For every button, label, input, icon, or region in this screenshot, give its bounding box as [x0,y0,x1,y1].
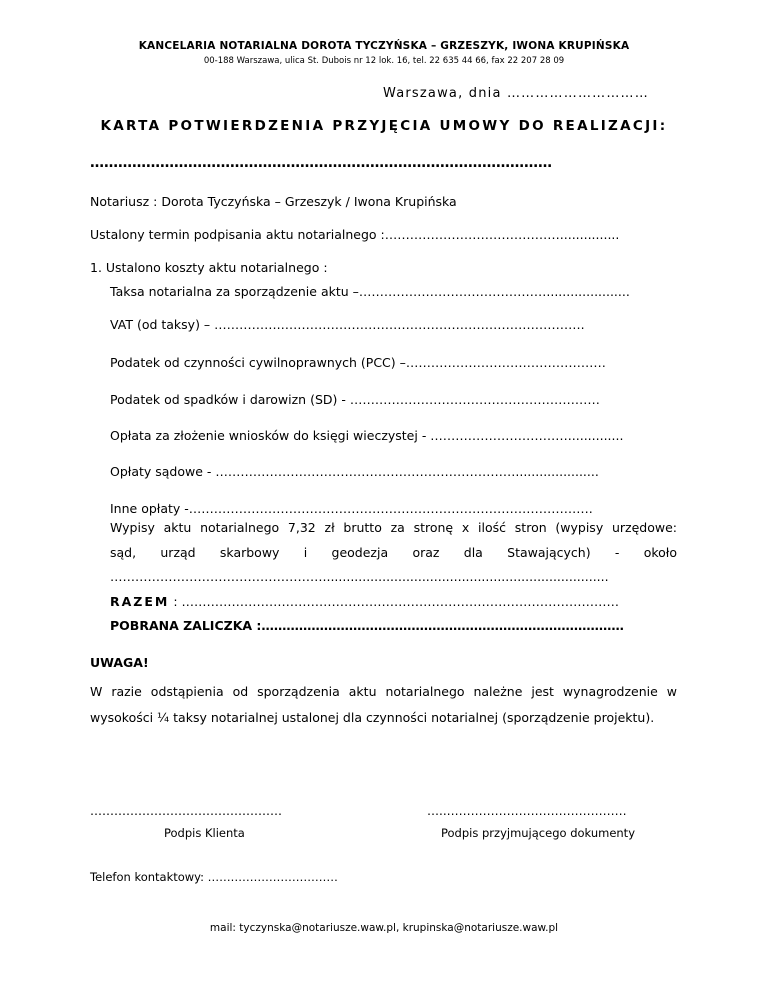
client-signature-line: ………………………………………… [90,804,282,818]
receiver-signature-line: …..……………………………………… [427,804,627,818]
costs-heading: 1. Ustalono koszty aktu notarialnego : [90,260,328,275]
zaliczka-line: POBRANA ZALICZKA :…………………………………………………………………………… [110,618,624,633]
razem-label: RAZEM [110,594,170,609]
title-fill-line: ……………………………………………………………………………………… [90,155,552,171]
receiver-signature-label: Podpis przyjmującego dokumenty [441,826,636,840]
wypisy-line-3: ……………………………………………........................................................................ [110,569,609,584]
wypisy-line-2: sąd, urząd skarbowy i geodezja oraz dla Stawających) - około [110,545,677,560]
cost-item-pcc: Podatek od czynności cywilnoprawnych (PCC) –………………………………………… [110,355,606,370]
razem-value: : …………………………………………………………………………………………… [169,594,620,609]
footer-emails: mail: tyczynska@notariusze.waw.pl, krupinska@notariusze.waw.pl [209,922,559,934]
cost-item-vat: VAT (od taksy) – …………….………………………………………………………………. [110,317,585,332]
wypisy-line-1: Wypisy aktu notarialnego 7,32 zł brutto za stronę x ilość stron (wypisy urzędowe: [110,520,677,535]
client-signature-label: Podpis Klienta [164,826,245,840]
office-address: 00-188 Warszawa, ulica St. Dubois nr 12 lok. 16, tel. 22 635 44 66, fax 22 207 28 09 [203,56,565,66]
uwaga-heading: UWAGA! [90,655,149,670]
notary-line: Notariusz : Dorota Tyczyńska – Grzeszyk / Iwona Krupińska [90,194,457,209]
cost-item-taksa: Taksa notarialna za sporządzenie aktu –………………………………………..................... [110,284,630,299]
office-name: KANCELARIA NOTARIALNA DOROTA TYCZYŃSKA – GRZESZYK, IWONA KRUPIŃSKA [138,40,630,52]
cost-item-sd: Podatek od spadków i darowizn (SD) - …………………………………………………… [110,392,600,407]
uwaga-text: W razie odstąpienia od sporządzenia aktu notarialnego należne jest wynagrodzenie w wysokości ¼ taksy notarialnej ustalonej dla czynności notarialnej (sporządzenie projektu). [90,684,677,725]
cost-item-sadowe: Opłaty sądowe - ………………………………………………………………..................... [110,464,599,479]
signing-term-line: Ustalony termin podpisania aktu notarialnego :……………………………………............... [90,227,620,242]
cost-item-ksiega: Opłata za złożenie wniosków do księgi wieczystej - …………………………….............. [110,428,624,443]
cost-item-inne: Inne opłaty -……………………………………………………………………………………. [110,501,593,516]
phone-line: Telefon kontaktowy: …….……………………… [90,870,338,884]
document-title: KARTA POTWIERDZENIA PRZYJĘCIA UMOWY DO REALIZACJI: [100,118,668,134]
razem-line [110,594,619,609]
city-date-field: Warszawa, dnia ………………………… [383,86,649,101]
